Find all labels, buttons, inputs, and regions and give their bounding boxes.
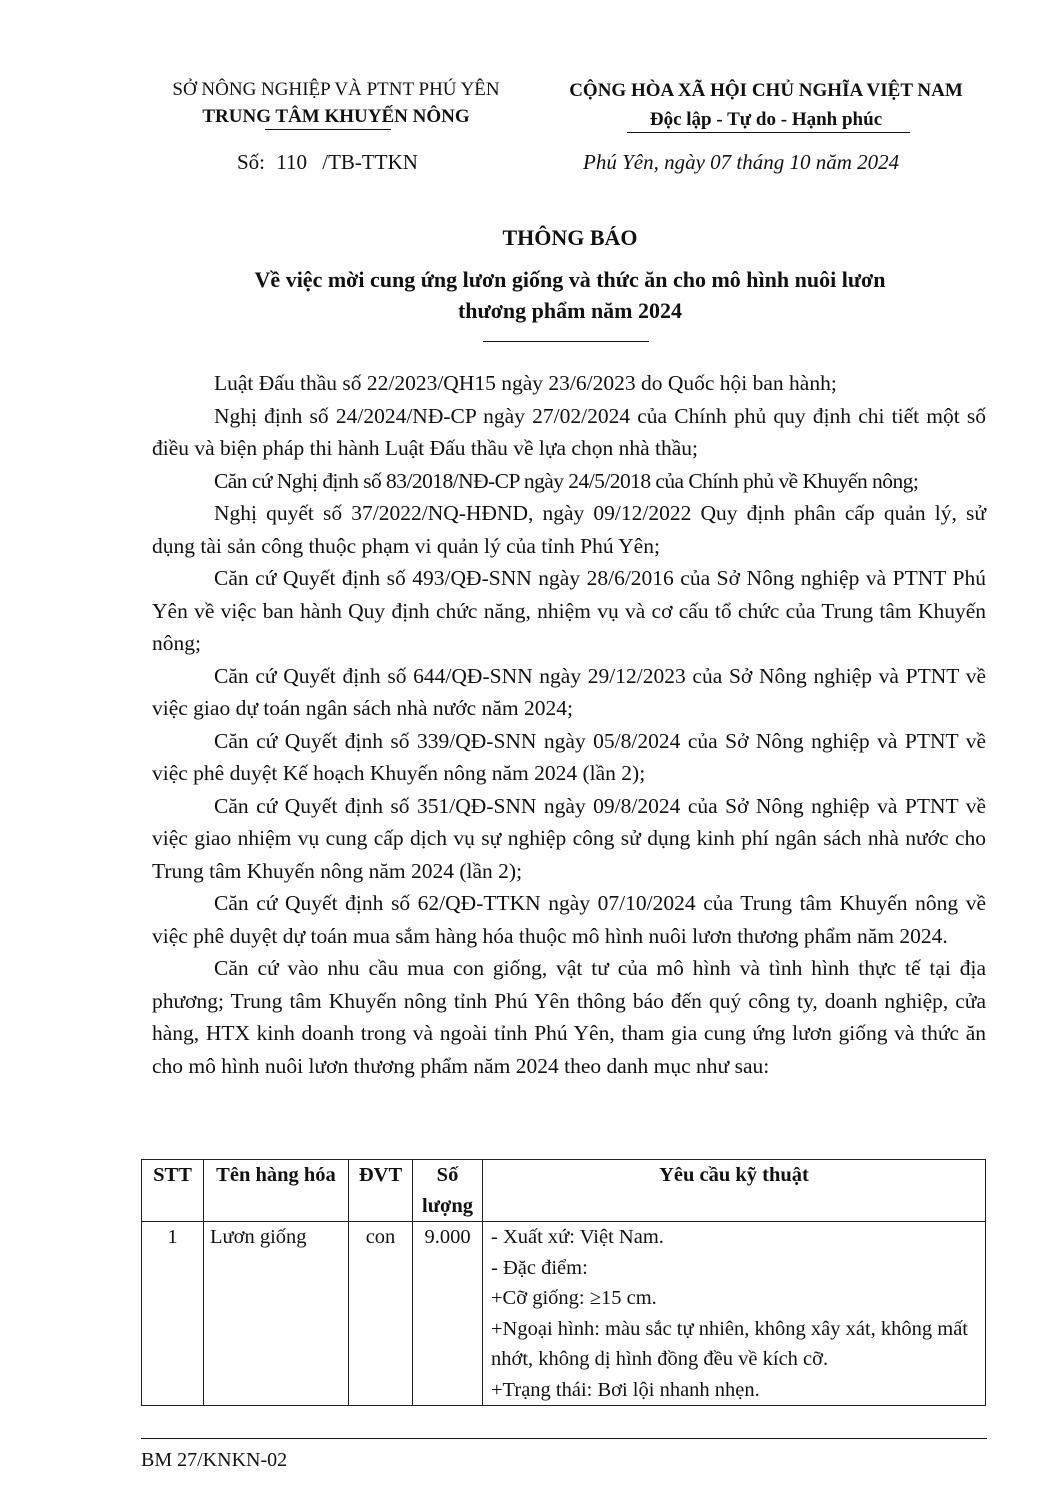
organization-name: TRUNG TÂM KHUYẾN NÔNG [202,106,470,127]
header-quantity: Số lượng [413,1160,483,1222]
spec-line: +Ngoại hình: màu sắc tự nhiên, không xây xát, không mất nhớt, không dị hình đồng đều về kích cỡ. [491,1317,969,1370]
document-subtitle [140,264,1000,326]
national-header [535,76,997,134]
paragraph: Nghị định số 24/2024/NĐ-CP ngày 27/02/2024 của Chính phủ quy định chi tiết một số điều và biện pháp thi hành Luật Đấu thầu về lựa chọn nhà thầu; [152,403,986,460]
spec-line: +Cỡ giống: ≥15 cm. [491,1287,657,1309]
number-value: 110 [276,150,307,174]
subtitle-line-2: thương phẩm năm 2024 [457,298,683,323]
form-code: BM 27/KNKN-02 [141,1449,288,1471]
paragraph: Nghị quyết số 37/2022/NQ-HĐND, ngày 09/12/2022 Quy định phân cấp quản lý, sử dụng tài sản công thuộc phạm vi quản lý của tỉnh Phú Yên; [152,501,986,558]
issuing-organization [140,76,532,130]
items-table [141,1159,986,1406]
cell-technical-requirements [483,1222,986,1406]
table-row [142,1222,986,1406]
paragraph: Căn cứ vào nhu cầu mua con giống, vật tư của mô hình và tình hình thực tế tại địa phương; Trung tâm Khuyến nông tỉnh Phú Yên thông báo đến quý công ty, doanh nghiệp, cửa hàng, HTX kinh doanh trong và ngoài tỉnh Phú Yên, tham gia cung ứng lươn giống và thức ăn cho mô hình nuôi lươn thương phẩm năm 2024 theo danh mục như sau: [152,956,986,1078]
paragraph: Căn cứ Quyết định số 644/QĐ-SNN ngày 29/12/2023 của Sở Nông nghiệp và PTNT về việc giao dự toán ngân sách nhà nước năm 2024; [152,663,986,720]
header-stt: STT [142,1160,204,1222]
paragraph: Căn cứ Quyết định số 351/QĐ-SNN ngày 09/8/2024 của Sở Nông nghiệp và PTNT về việc giao nhiệm vụ cung cấp dịch vụ sự nghiệp công sử dụng kinh phí ngân sách nhà nước cho Trung tâm Khuyến nông năm 2024 (lần 2); [152,793,986,883]
parent-organization: SỞ NÔNG NGHIỆP VÀ PTNT PHÚ YÊN [172,79,500,100]
paragraph: Căn cứ Nghị định số 83/2018/NĐ-CP ngày 24/5/2018 của Chính phủ về Khuyến nông; [214,468,919,493]
cell-stt: 1 [142,1222,204,1406]
header-item-name: Tên hàng hóa [204,1160,349,1222]
cell-item-name: Lươn giống [204,1222,349,1406]
organization-underline [265,129,391,130]
spec-line: - Đặc điểm: [491,1256,588,1279]
spec-line: - Xuất xứ: Việt Nam. [491,1226,664,1248]
subtitle-line-1: Về việc mời cung ứng lươn giống và thức ăn cho mô hình nuôi lươn [254,267,886,292]
document-title: THÔNG BÁO [502,225,638,250]
motto-underline [627,132,910,133]
number-suffix: /TB-TTKN [322,150,418,174]
document-number [237,150,418,175]
header-technical-requirements: Yêu cầu kỹ thuật [483,1160,986,1222]
cell-quantity: 9.000 [413,1222,483,1406]
country-name: CỘNG HÒA XÃ HỘI CHỦ NGHĨA VIỆT NAM [569,80,963,101]
spec-line: +Trạng thái: Bơi lội nhanh nhẹn. [491,1378,760,1401]
header-unit: ĐVT [349,1160,413,1222]
title-divider [483,341,649,342]
paragraph: Căn cứ Quyết định số 493/QĐ-SNN ngày 28/6/2016 của Sở Nông nghiệp và PTNT Phú Yên về việc ban hành Quy định chức năng, nhiệm vụ và cơ cấu tổ chức của Trung tâm Khuyến nông; [152,566,986,655]
national-motto: Độc lập - Tự do - Hạnh phúc [649,109,883,130]
number-prefix: Số: [237,150,266,174]
document-date: Phú Yên, ngày 07 tháng 10 năm 2024 [583,150,900,174]
document-body [152,367,986,1082]
paragraph: Căn cứ Quyết định số 62/QĐ-TTKN ngày 07/10/2024 của Trung tâm Khuyến nông về việc phê duyệt dự toán mua sắm hàng hóa thuộc mô hình nuôi lươn thương phẩm năm 2024. [152,891,986,948]
footer-divider [141,1438,987,1439]
table-header-row [142,1160,986,1222]
cell-unit: con [349,1222,413,1406]
paragraph: Luật Đấu thầu số 22/2023/QH15 ngày 23/6/2023 do Quốc hội ban hành; [214,371,837,395]
paragraph: Căn cứ Quyết định số 339/QĐ-SNN ngày 05/8/2024 của Sở Nông nghiệp và PTNT về việc phê duyệt Kế hoạch Khuyến nông năm 2024 (lần 2); [152,728,986,785]
